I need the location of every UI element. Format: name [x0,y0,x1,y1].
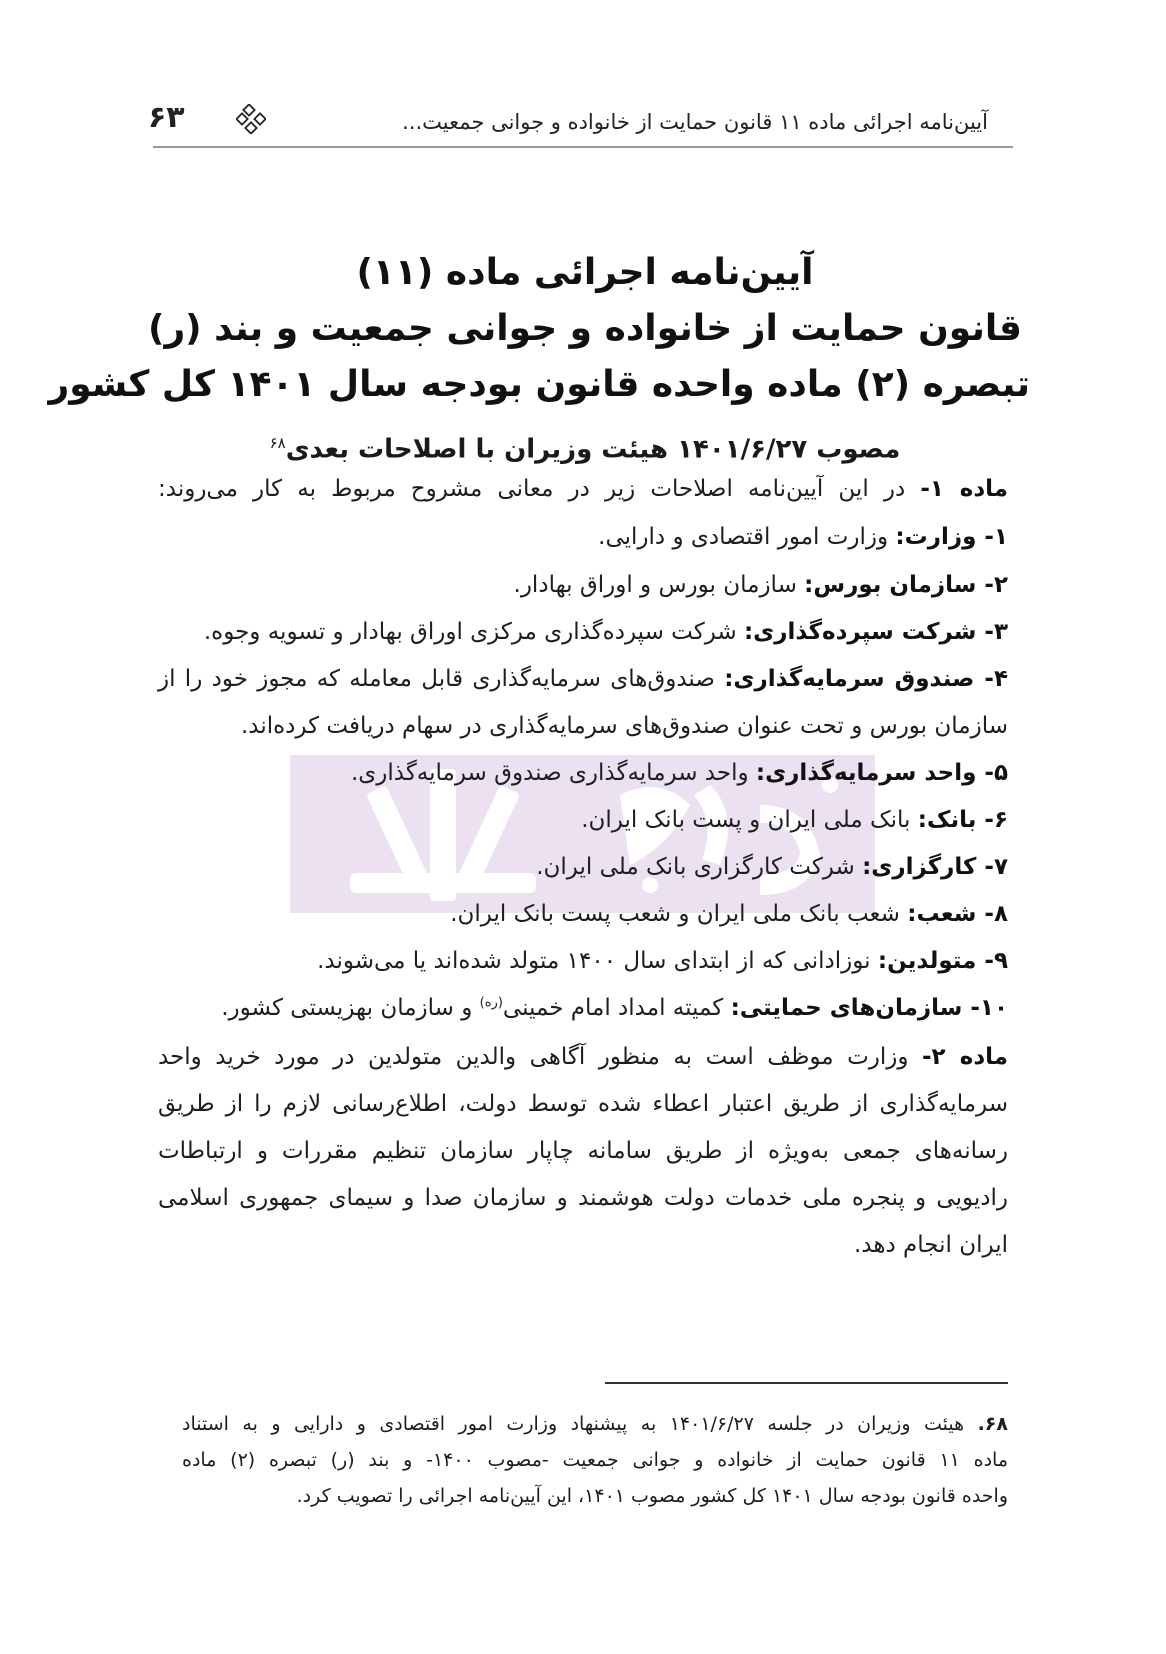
footnote-line [182,1413,1008,1435]
approval-subtitle [140,434,1030,465]
definition-item [536,854,1008,880]
footnote-ref-68[interactable]: ۶۸ [269,434,286,452]
definition-continuation: سازمان بورس و تحت عنوان صندوق‌های سرمایه‌گذاری در سهام دریافت کرده‌اند. [240,713,1008,739]
definition-text: شعب بانک ملی ایران و شعب پست بانک ایران. [450,901,900,927]
definition-text: شرکت کارگزاری بانک ملی ایران. [536,854,855,880]
definition-text: بانک ملی ایران و پست بانک ایران. [581,807,911,833]
definition-item [221,995,1008,1021]
definition-term: ۷- کارگزاری: [862,854,1008,880]
diamond-knot-icon [236,104,266,134]
definition-text: شرکت سپرده‌گذاری مرکزی اوراق بهادار و تسویه وجوه. [203,619,737,645]
definition-term: ۳- شرکت سپرده‌گذاری: [743,619,1008,645]
definition-item [581,807,1008,833]
page-number: ۶۳ [148,100,185,135]
title-line-1: آیین‌نامه اجرائی ماده (۱۱) [356,252,814,293]
definition-text: سازمان بورس و اوراق بهادار. [513,572,797,598]
article-1-intro [158,476,1008,502]
header-divider [153,146,1013,148]
definition-text: صندوق‌های سرمایه‌گذاری قابل معامله که مجوز خود را از [158,666,715,692]
definition-item [317,948,1008,974]
definition-text: وزارت امور اقتصادی و دارایی. [598,524,889,550]
article-2-line: ایران انجام دهد. [853,1232,1008,1258]
definition-term: ۱۰- سازمان‌های حمایتی: [730,995,1008,1021]
definition-item [598,524,1008,550]
definition-text-after: و سازمان بهزیستی کشور. [221,995,480,1021]
footnote-divider [605,1382,1008,1384]
definition-item [204,619,1008,645]
definition-text: کمیته امداد امام خمینی [502,995,724,1021]
definition-term: ۴- صندوق سرمایه‌گذاری: [724,666,1009,692]
definition-text: نوزادانی که از ابتدای سال ۱۴۰۰ متولد شده‌اند یا می‌شوند. [317,948,871,974]
footnote-line: واحده قانون بودجه سال ۱۴۰۱ کل کشور مصوب ۱۴۰۱، این آیین‌نامه اجرائی را تصویب کرد. [296,1485,1008,1507]
footnote-text: هیئت وزیران در جلسه ۱۴۰۱/۶/۲۷ به پیشنهاد وزارت امور اقتصادی و دارایی و به استناد [182,1413,965,1435]
honorific-mark: (ره) [479,995,503,1011]
footnote-number: ۶۸. [977,1413,1008,1435]
article-2-line: رادیویی و پنجره ملی خدمات دولت هوشمند و سازمان صدا و سیمای جمهوری اسلامی [158,1185,1008,1211]
running-title: آیین‌نامه اجرائی ماده ۱۱ قانون حمایت از خانواده و جوانی جمعیت... [402,110,988,134]
definition-text: واحد سرمایه‌گذاری صندوق سرمایه‌گذاری. [350,760,749,786]
article-2-line: سرمایه‌گذاری از طریق اعتبار اعطاء شده توسط دولت، اطلاع‌رسانی لازم را از طریق [158,1091,1008,1117]
title-line-2: قانون حمایت از خانواده و جوانی جمعیت و بند (ر) [147,308,1022,349]
definition-item [514,572,1008,598]
definition-item [158,666,1008,692]
definition-term: ۸- شعب: [907,901,1008,927]
article-1-label: ماده ۱- [920,476,1009,502]
definition-term: ۲- سازمان بورس: [804,572,1008,598]
article-2-text: وزارت موظف است به منظور آگاهی والدین متولدین در مورد خرید واحد [158,1044,909,1070]
definition-item [450,901,1008,927]
definition-item [351,760,1008,786]
article-1-text: در این آیین‌نامه اصلاحات زیر در معانی مشروح مربوط به کار می‌روند: [158,476,906,502]
definition-term: ۶- بانک: [917,807,1008,833]
definition-term: ۹- متولدین: [877,948,1008,974]
article-2-label: ماده ۲- [921,1044,1009,1070]
approval-text: مصوب ۱۴۰۱/۶/۲۷ هیئت وزیران با اصلاحات بعدی [285,434,901,465]
footnote-line: ماده ۱۱ قانون حمایت از خانواده و جوانی جمعیت -مصوب ۱۴۰۰- و بند (ر) تبصره (۲) ماده [182,1449,1009,1471]
article-2-line: رسانه‌های جمعی به‌ویژه از طریق سامانه چاپار سازمان تنظیم مقررات و ارتباطات [158,1138,1008,1164]
title-line-3: تبصره (۲) ماده واحده قانون بودجه سال ۱۴۰۱ کل کشور [48,364,1030,405]
definition-term: ۱- وزارت: [895,524,1008,550]
definition-term: ۵- واحد سرمایه‌گذاری: [755,760,1008,786]
article-2-line [158,1044,1008,1070]
